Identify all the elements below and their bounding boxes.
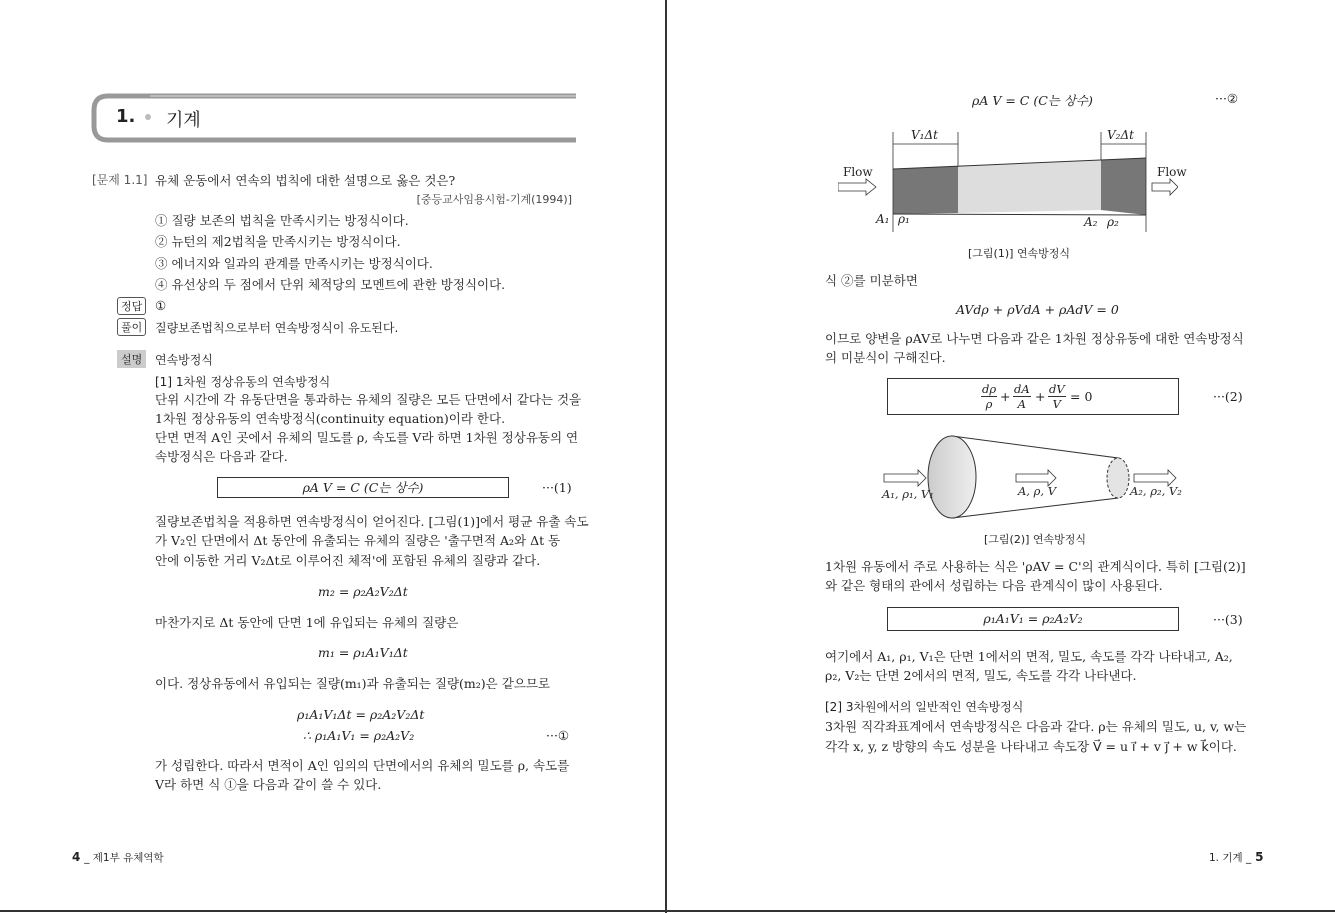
right-paragraph-5-line-1: 3차원 직각좌표계에서 연속방정식은 다음과 같다. ρ는 유체의 밀도, u, v, w는 xyxy=(825,719,1247,734)
fig2-mid-label: A, ρ, V xyxy=(1018,484,1056,498)
equation-result-number: ···① xyxy=(546,728,570,743)
equation-m2: m₂ = ρ₂A₂V₂Δt xyxy=(318,584,408,599)
equation-4-number: ···(3) xyxy=(1213,612,1243,627)
equation-m1: m₁ = ρ₁A₁V₁Δt xyxy=(318,645,408,660)
chapter-header-frame xyxy=(90,92,580,144)
equation-balance: ρ₁A₁V₁Δt = ρ₂A₂V₂Δt xyxy=(297,707,425,722)
fig2-inlet-label: A₁, ρ₁, V₁ xyxy=(882,487,934,501)
equation-4-box: ρ₁A₁V₁ = ρ₂A₂V₂ xyxy=(887,607,1179,631)
figure-2-caption: [그림(2)] 연속방정식 xyxy=(984,533,1087,546)
right-paragraph-4-line-1: 여기에서 A₁, ρ₁, V₁은 단면 1에서의 면적, 밀도, 속도를 각각 나타내고, A₂, xyxy=(825,649,1233,664)
option-1: ① 질량 보존의 법칙을 만족시키는 방정식이다. xyxy=(155,213,409,228)
equation-result: ∴ ρ₁A₁V₁ = ρ₂A₂V₂ xyxy=(303,728,415,743)
fig1-flow-out: Flow xyxy=(1157,165,1187,179)
option-3: ③ 에너지와 일과의 관계를 만족시키는 방정식이다. xyxy=(155,256,433,271)
subsection-2-title: [2] 3차원에서의 일반적인 연속방정식 xyxy=(825,700,1024,714)
plus-sign-1: + xyxy=(1000,389,1011,404)
equation-3-box xyxy=(887,378,1179,415)
fig1-a1: A₁ xyxy=(876,212,890,226)
fig1-a2: A₂ xyxy=(1084,215,1098,229)
figure-1-caption: [그림(1)] 연속방정식 xyxy=(968,247,1071,260)
paragraph-1-line-2: 1차원 정상유동의 연속방정식(continuity equation)이라 한다. xyxy=(155,411,506,426)
option-4: ④ 유선상의 두 점에서 단위 체적당의 모멘트에 관한 방정식이다. xyxy=(155,277,506,292)
equation-differential: AVdρ + ρVdA + ρAdV = 0 xyxy=(956,302,1119,317)
fraction-drho xyxy=(981,382,997,411)
left-footer xyxy=(72,850,164,865)
fraction-dv-num: dV xyxy=(1049,382,1065,396)
paragraph-3-line-1: 질량보존법칙을 적용하면 연속방정식이 얻어진다. [그림(1)]에서 평균 유출 속도 xyxy=(155,514,589,529)
right-page xyxy=(668,0,1335,913)
right-paragraph-2-line-2: 의 미분식이 구해진다. xyxy=(825,350,946,365)
subsection-1-title: [1] 1차원 정상유동의 연속방정식 xyxy=(155,375,331,389)
right-page-number: 5 xyxy=(1255,850,1264,864)
paragraph-6-line-2: V라 하면 식 ①을 다음과 같이 쓸 수 있다. xyxy=(155,777,382,792)
right-paragraph-1: 식 ②를 미분하면 xyxy=(825,273,918,288)
fig1-rho2: ρ₂ xyxy=(1107,215,1119,229)
fraction-da-num: dA xyxy=(1014,382,1030,396)
equation-3-rhs: = 0 xyxy=(1070,389,1093,404)
right-footer-section: 1. 기계 _ xyxy=(1209,852,1252,864)
plus-sign-2: + xyxy=(1035,389,1046,404)
explanation-title: 연속방정식 xyxy=(155,353,213,367)
right-paragraph-2-line-1: 이므로 양변을 ρAV로 나누면 다음과 같은 1차원 정상유동에 대한 연속방정식 xyxy=(825,331,1244,346)
problem-source: [중등교사임용시험-기계(1994)] xyxy=(416,193,572,206)
fraction-dv-den: V xyxy=(1052,397,1061,411)
answer-tag: 정답 xyxy=(117,297,146,315)
right-paragraph-3-line-1: 1차원 유동에서 주로 사용하는 식은 'ρAV = C'의 관계식이다. 특히 [그림(2)] xyxy=(825,559,1246,574)
paragraph-3-line-3: 안에 이동한 거리 V₂Δt로 이루어진 체적'에 포함된 유체의 질량과 같다. xyxy=(155,553,541,568)
problem-label: [문제 1.1] xyxy=(92,173,148,187)
right-footer xyxy=(1209,850,1263,865)
solution-tag: 풀이 xyxy=(117,318,146,336)
right-paragraph-3-line-2: 와 같은 형태의 관에서 성립하는 다음 관계식이 많이 사용된다. xyxy=(825,578,1163,593)
option-2: ② 뉴턴의 제2법칙을 만족시키는 방정식이다. xyxy=(155,234,401,249)
fraction-da-den: A xyxy=(1017,397,1026,411)
paragraph-4: 마찬가지로 Δt 동안에 단면 1에 유입되는 유체의 질량은 xyxy=(155,615,459,630)
explanation-tag: 설명 xyxy=(117,350,146,368)
chapter-title: 기계 xyxy=(166,110,201,131)
right-paragraph-4-line-2: ρ₂, V₂는 단면 2에서의 면적, 밀도, 속도를 각각 나타낸다. xyxy=(825,668,1137,683)
paragraph-5: 이다. 정상유동에서 유입되는 질량(m₁)과 유출되는 질량(m₂)은 같으므로 xyxy=(155,676,550,691)
right-paragraph-5-line-2: 각각 x, y, z 방향의 속도 성분을 나타내고 속도장 V⃗ = u i⃗ + v j⃗ + w k⃗이다. xyxy=(825,739,1237,754)
figure-2-conical-pipe xyxy=(878,432,1208,524)
fig1-flow-in: Flow xyxy=(843,165,873,179)
fraction-drho-den: ρ xyxy=(985,397,993,411)
left-page-number: 4 xyxy=(72,850,81,864)
paragraph-3-line-2: 가 V₂인 단면에서 Δt 동안에 유출되는 유체의 질량은 '출구면적 A₂와 Δt 동 xyxy=(155,533,561,548)
answer-value: ① xyxy=(155,298,167,313)
fig1-v1dt: V₁Δt xyxy=(911,128,938,142)
equation-2: ρA V = C (C는 상수) xyxy=(972,93,1093,108)
fig2-outlet-label: A₂, ρ₂, V₂ xyxy=(1130,484,1182,498)
left-page xyxy=(0,0,666,913)
paragraph-1-line-1: 단위 시간에 각 유동단면을 통과하는 유체의 질량은 모든 단면에서 같다는 것을 xyxy=(155,392,582,407)
paragraph-6-line-1: 가 성립한다. 따라서 면적이 A인 임의의 단면에서의 유체의 밀도를 ρ, 속도를 xyxy=(155,758,570,773)
chapter-number: 1. xyxy=(116,106,136,127)
fig1-v2dt: V₂Δt xyxy=(1107,128,1134,142)
equation-1-number: ···(1) xyxy=(542,480,572,495)
equation-1-box: ρA V = C (C는 상수) xyxy=(217,477,509,498)
paragraph-2-line-2: 속방정식은 다음과 같다. xyxy=(155,449,288,464)
fig1-rho1: ρ₁ xyxy=(898,212,910,226)
left-footer-section: _ 제1부 유체역학 xyxy=(84,852,164,864)
paragraph-2-line-1: 단면 면적 A인 곳에서 유체의 밀도를 ρ, 속도를 V라 하면 1차원 정상유동의 연 xyxy=(155,430,579,445)
fraction-da xyxy=(1013,382,1031,411)
equation-2-number: ···② xyxy=(1215,91,1239,106)
problem-question: 유체 운동에서 연속의 법칙에 대한 설명으로 옳은 것은? xyxy=(155,173,456,188)
solution-text: 질량보존법칙으로부터 연속방정식이 유도된다. xyxy=(155,321,399,335)
fraction-drho-num: dρ xyxy=(982,382,997,396)
equation-3-number: ···(2) xyxy=(1213,389,1243,404)
fraction-dv xyxy=(1048,382,1066,411)
